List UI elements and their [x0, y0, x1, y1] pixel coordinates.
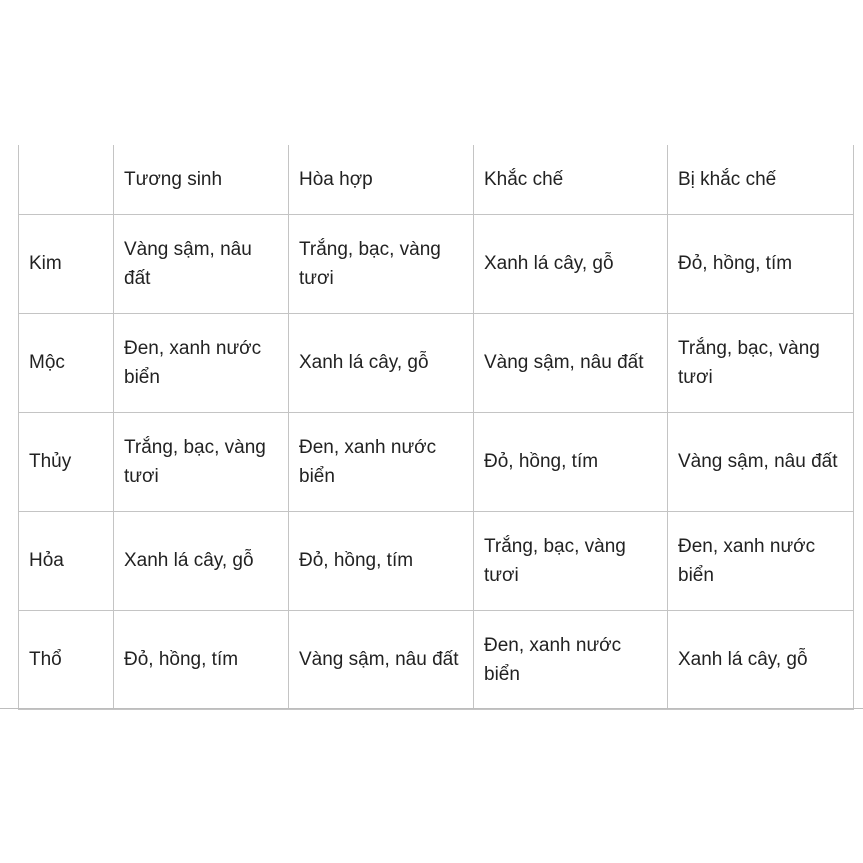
header-cell-hoa-hop: Hòa hợp — [289, 145, 474, 214]
header-cell-tuong-sinh: Tương sinh — [114, 145, 289, 214]
table-cell: Xanh lá cây, gỗ — [114, 511, 289, 610]
table-cell: Đen, xanh nước biển — [114, 313, 289, 412]
page-divider — [0, 708, 863, 709]
table-cell: Đỏ, hồng, tím — [114, 610, 289, 709]
row-label-cell: Kim — [19, 214, 114, 313]
table-cell: Vàng sậm, nâu đất — [114, 214, 289, 313]
header-cell-corner — [19, 145, 114, 214]
row-label-cell: Thủy — [19, 412, 114, 511]
header-cell-bi-khac-che: Bị khắc chế — [668, 145, 854, 214]
header-cell-khac-che: Khắc chế — [474, 145, 668, 214]
table-cell: Trắng, bạc, vàng tươi — [114, 412, 289, 511]
row-label-cell: Thổ — [19, 610, 114, 709]
table-cell: Đen, xanh nước biển — [474, 610, 668, 709]
table-row — [19, 412, 854, 511]
row-label-cell: Mộc — [19, 313, 114, 412]
table-cell: Xanh lá cây, gỗ — [474, 214, 668, 313]
table-row — [19, 313, 854, 412]
table-cell: Xanh lá cây, gỗ — [668, 610, 854, 709]
table-cell: Trắng, bạc, vàng tươi — [474, 511, 668, 610]
table-row — [19, 610, 854, 709]
table-cell: Trắng, bạc, vàng tươi — [668, 313, 854, 412]
table-cell: Đỏ, hồng, tím — [289, 511, 474, 610]
table-cell: Vàng sậm, nâu đất — [289, 610, 474, 709]
table-cell: Xanh lá cây, gỗ — [289, 313, 474, 412]
table-cell: Trắng, bạc, vàng tươi — [289, 214, 474, 313]
table-header-row — [19, 145, 854, 214]
table-cell: Đỏ, hồng, tím — [474, 412, 668, 511]
table-cell: Vàng sậm, nâu đất — [668, 412, 854, 511]
table-cell: Đỏ, hồng, tím — [668, 214, 854, 313]
table-row — [19, 214, 854, 313]
table-row — [19, 511, 854, 610]
table-cell: Vàng sậm, nâu đất — [474, 313, 668, 412]
element-color-table — [18, 145, 854, 710]
table-cell: Đen, xanh nước biển — [668, 511, 854, 610]
table-cell: Đen, xanh nước biển — [289, 412, 474, 511]
row-label-cell: Hỏa — [19, 511, 114, 610]
